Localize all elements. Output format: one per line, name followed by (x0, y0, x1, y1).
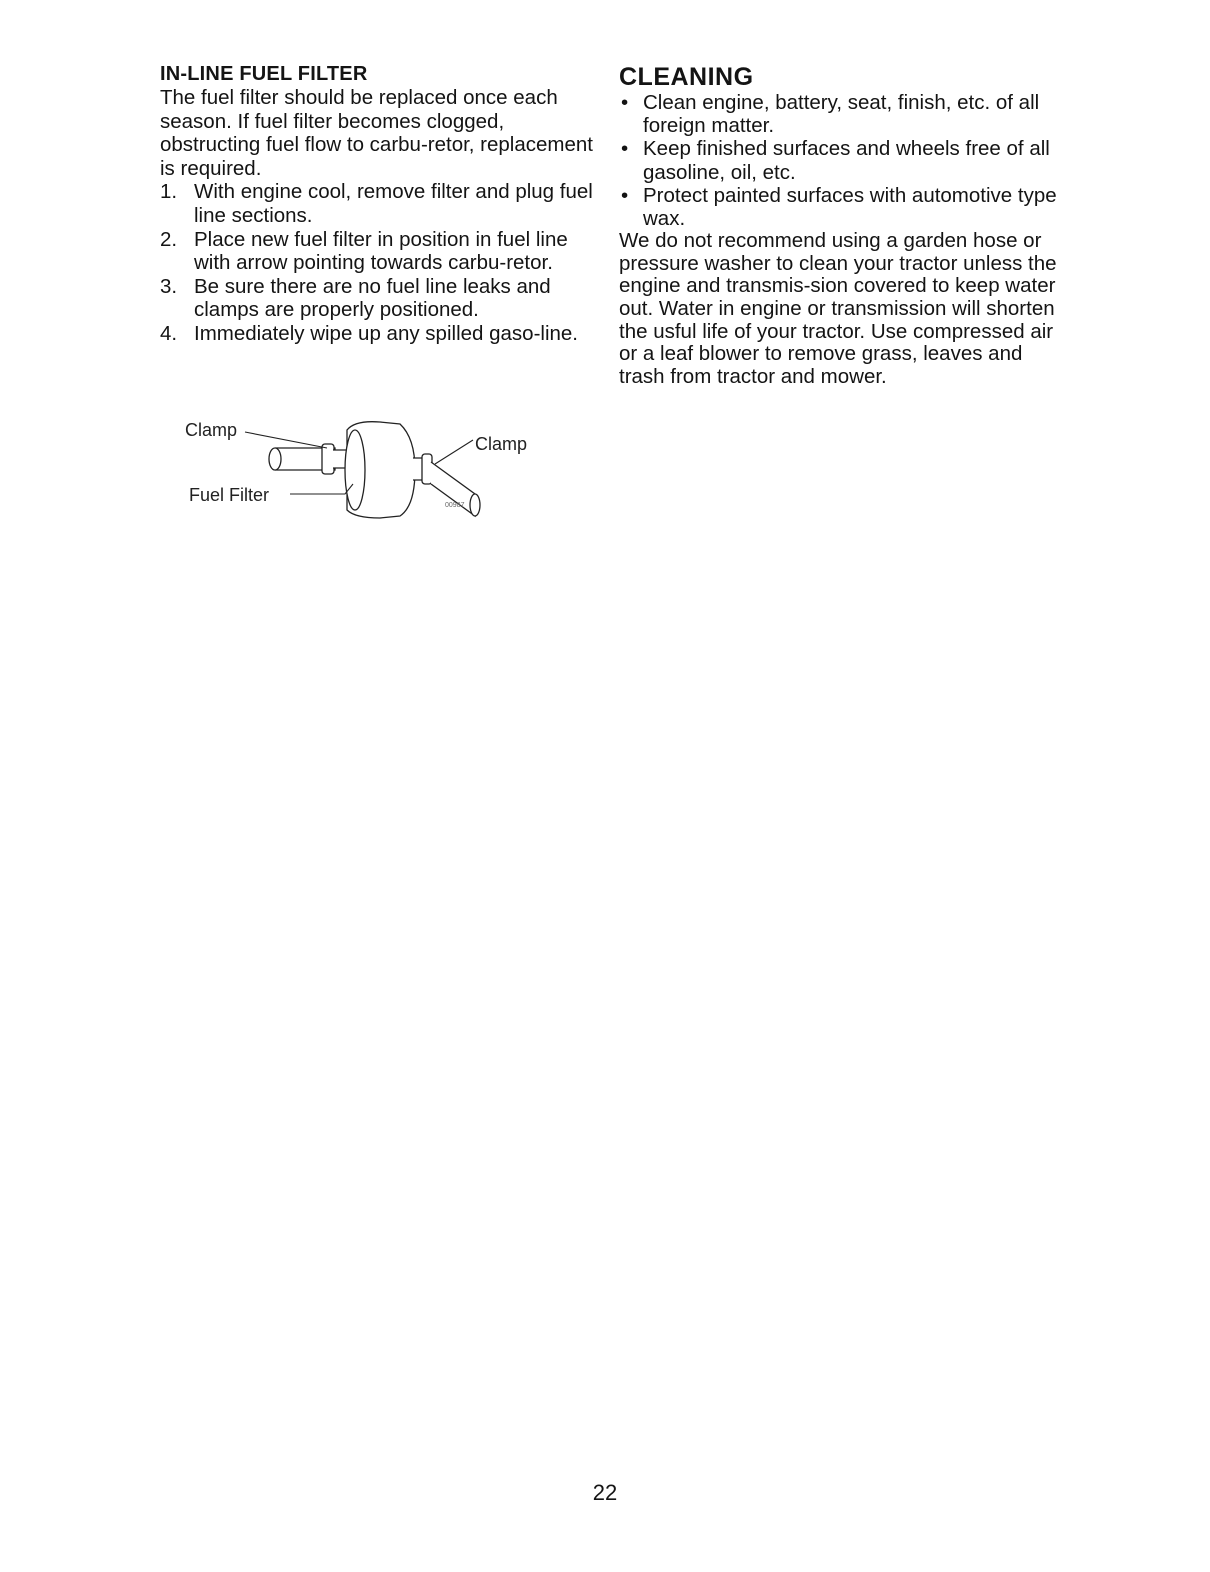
cleaning-bullets (619, 91, 1069, 230)
figure-label-clamp-left: Clamp (185, 420, 238, 440)
bullet-text: Protect painted surfaces with automotive type wax. (643, 183, 1057, 231)
left-column (160, 62, 600, 346)
bullet-dot: • (621, 137, 629, 161)
step-number: 4. (160, 321, 178, 345)
cleaning-paragraph: We do not recommend using a garden hose or pressure washer to clean your tractor unless the engine and transmis-sion covered to keep water out. Water in engine or transmission will shorten the usful life of your tractor. Use compressed air or a leaf blower to remove grass, leaves and trash from tractor and mower. (619, 229, 1057, 388)
step-text: Be sure there are no fuel line leaks and clamps are properly positioned. (194, 274, 551, 322)
bullet-dot: • (621, 183, 629, 207)
fuel-filter-intro: The fuel filter should be replaced once each season. If fuel filter becomes clogged, obstructing fuel flow to carbu-retor, replacement is required. (160, 86, 593, 180)
figure-code: 00987 (445, 502, 465, 509)
fuel-filter-steps (160, 180, 600, 345)
section-heading-cleaning: CLEANING (619, 63, 754, 91)
page-number: 22 (592, 1480, 618, 1505)
step-text: Place new fuel filter in position in fuel line with arrow pointing towards carbu-retor. (194, 227, 568, 275)
step-number: 2. (160, 227, 178, 251)
bullet-text: Clean engine, battery, seat, finish, etc. of all foreign matter. (643, 91, 1040, 138)
step-item (160, 322, 600, 346)
step-text: With engine cool, remove filter and plug fuel line sections. (194, 180, 593, 227)
bullet-item (619, 137, 1069, 183)
step-number: 1. (160, 180, 178, 204)
bullet-dot: • (621, 91, 629, 114)
bullet-text: Keep finished surfaces and wheels free of all gasoline, oil, etc. (643, 137, 1050, 184)
section-heading-fuel-filter: IN-LINE FUEL FILTER (160, 63, 368, 85)
bullet-item (619, 91, 1069, 137)
step-number: 3. (160, 274, 178, 298)
step-text: Immediately wipe up any spilled gaso-line. (194, 321, 579, 345)
figure-label-fuel-filter: Fuel Filter (189, 485, 270, 505)
fuel-filter-figure (175, 418, 555, 528)
step-item (160, 228, 600, 275)
step-item (160, 180, 600, 227)
bullet-item (619, 184, 1069, 230)
step-item (160, 275, 600, 322)
right-column (619, 62, 1069, 388)
figure-label-clamp-right: Clamp (475, 434, 528, 454)
